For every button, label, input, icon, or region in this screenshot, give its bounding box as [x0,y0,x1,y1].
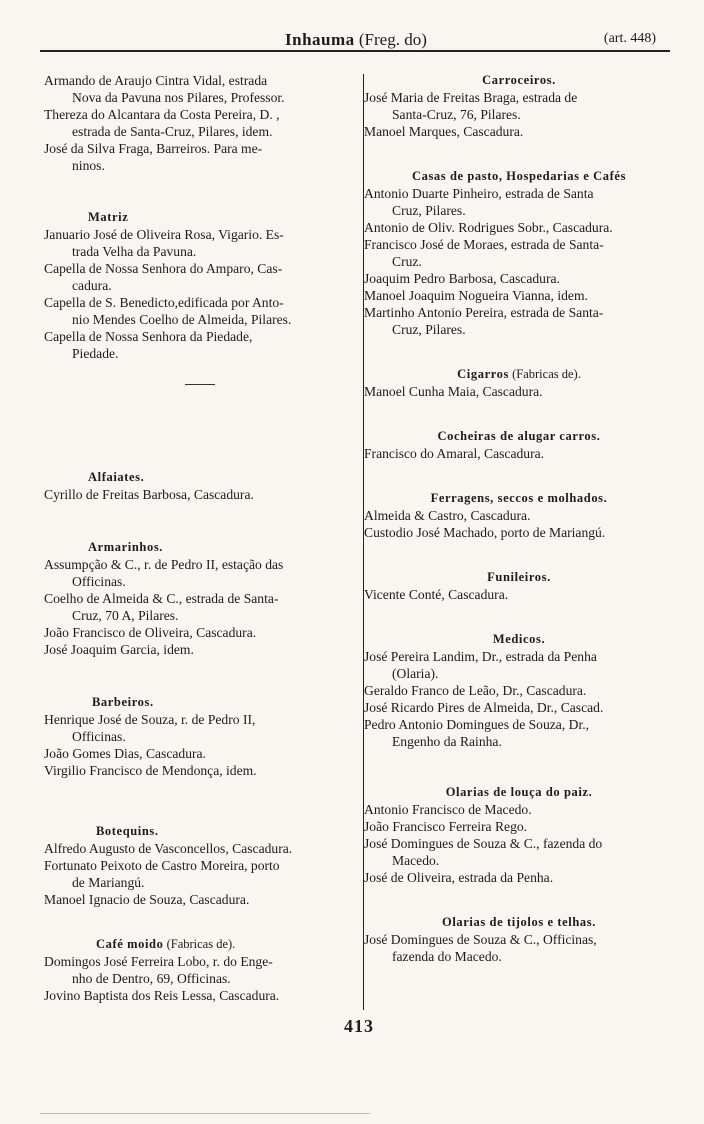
entry [44,226,356,260]
entry-cont: Cruz, Pilares. [392,322,466,337]
entry [44,260,356,294]
entry-cont: Engenho da Rainha. [392,734,502,749]
entry-cont: Nova da Pavuna nos Pilares, Professor. [72,90,285,105]
entry [44,745,356,762]
entry [44,953,356,987]
entry [364,287,674,304]
entry-first: Antonio Duarte Pinheiro, estrada de Santa [364,186,594,201]
entry-first: Jovino Baptista dos Reis Lessa, Cascadura. [44,988,280,1003]
entry-first: Antonio de Oliv. Rodrigues Sobr., Cascadura. [364,220,613,235]
section-title-botequins: Botequins. [96,824,159,838]
entry-cont: Cruz. [392,254,422,269]
entry [364,304,674,338]
section-title-cigarros-main: Cigarros [457,367,509,381]
entry [44,857,356,891]
section-title-alfaiates: Alfaiates. [88,470,145,484]
entry-first: Virgilio Francisco de Mendonça, idem. [44,763,257,778]
entry [364,445,674,462]
entry-first: Antonio Francisco de Macedo. [364,802,532,817]
section-title-casas: Casas de pasto, Hospedarias e Cafés [411,169,627,183]
entry-first: Capella de Nossa Senhora do Amparo, Cas- [44,261,283,276]
entry-first: Manoel Cunha Maia, Cascadura. [364,384,543,399]
entry [44,711,356,745]
entry-first: Capella de S. Benedicto,edificada por Anto- [44,295,284,310]
entry [44,891,356,908]
entry-first: Almeida & Castro, Cascadura. [364,508,531,523]
entry [44,72,356,106]
section-title-cafe-extra: (Fabricas de). [163,937,236,951]
section-title-cigarros [364,366,674,383]
entry [364,89,674,123]
entry-cont: Cruz, 70 A, Pilares. [72,608,179,623]
entry-first: Domingos José Ferreira Lobo, r. do Enge- [44,954,273,969]
entry-first: Cyrillo de Freitas Barbosa, Cascadura. [44,487,254,502]
page-number: 413 [344,1016,374,1036]
section-title-cigarros-extra: (Fabricas de). [508,367,581,381]
entry-first: José Pereira Landim, Dr., estrada da Penha [364,649,597,664]
entry [44,328,356,362]
entry [364,270,674,287]
entry [364,699,674,716]
entry-first: Joaquim Pedro Barbosa, Cascadura. [364,271,560,286]
section-title-armarinhos: Armarinhos. [88,540,164,554]
entry-first: Custodio José Machado, porto de Mariangú. [364,525,606,540]
section-title-carroceiros: Carroceiros. [482,73,556,87]
entry-first: José Ricardo Pires de Almeida, Dr., Cascad. [364,700,604,715]
entry-first: Manoel Joaquim Nogueira Vianna, idem. [364,288,588,303]
entry-cont: de Mariangú. [72,875,145,890]
entry-cont: Officinas. [72,729,126,744]
section-title-olarias-tijolos: Olarias de tijolos e telhas. [442,915,596,929]
entry-first: Fortunato Peixoto de Castro Moreira, porto [44,858,280,873]
section-title-ferragens: Ferragens, seccos e molhados. [430,491,608,505]
right-column [364,72,674,965]
entry [44,641,356,658]
entry-first: Henrique José de Souza, r. de Pedro II, [44,712,256,727]
section-title-funileiros: Funileiros. [487,570,551,584]
entry-cont: (Olaria). [392,666,439,681]
entry-first: Francisco José de Moraes, estrada de Santa- [364,237,604,252]
section-title-olarias-louca: Olarias de louça do paiz. [445,785,593,799]
entry-cont: Macedo. [392,853,440,868]
intro-section [44,72,356,174]
entry [364,931,674,965]
section-title-cafe [44,936,356,953]
entry [364,586,674,603]
entry-first: Capella de Nossa Senhora da Piedade, [44,329,253,344]
entry-first: Martinho Antonio Pereira, estrada de Santa- [364,305,604,320]
section-title-barbeiros: Barbeiros. [92,695,154,709]
entry [364,507,674,524]
entry [364,682,674,699]
entry [364,123,674,140]
entry-first: José de Oliveira, estrada da Penha. [364,870,554,885]
header-title-bold: Inhauma [285,30,355,49]
entry-first: José da Silva Fraga, Barreiros. Para me- [44,141,263,156]
entry-cont: fazenda do Macedo. [392,949,502,964]
header-title-rest: (Freg. do) [354,30,427,49]
entry [44,590,356,624]
entry-first: Alfredo Augusto de Vasconcellos, Cascadura. [44,841,293,856]
entry [44,987,356,1004]
entry [44,294,356,328]
entry [44,840,356,857]
bottom-rule [40,1113,370,1114]
entry-first: Pedro Antonio Domingues de Souza, Dr., [364,717,590,732]
entry [44,140,356,174]
entry-first: Assumpção & C., r. de Pedro II, estação das [44,557,284,572]
entry [44,624,356,641]
entry-cont: Piedade. [72,346,119,361]
entry-cont: trada Velha da Pavuna. [72,244,197,259]
entry-cont: Officinas. [72,574,126,589]
entry-first: Thereza do Alcantara da Costa Pereira, D. , [44,107,280,122]
entry-first: Manoel Ignacio de Souza, Cascadura. [44,892,250,907]
entry-first: Geraldo Franco de Leão, Dr., Cascadura. [364,683,587,698]
header-title [285,30,427,50]
entry-first: José Domingues de Souza & C., Officinas, [364,932,597,947]
entry-first: José Domingues de Souza & C., fazenda do [364,836,603,851]
entry [364,383,674,400]
entry [44,556,356,590]
entry [364,835,674,869]
entry-cont: Cruz, Pilares. [392,203,466,218]
entry-first: Manoel Marques, Cascadura. [364,124,524,139]
entry-cont: cadura. [72,278,112,293]
entry-first: Januario José de Oliveira Rosa, Vigario. Es- [44,227,284,242]
entry [364,185,674,219]
entry-first: João Francisco de Oliveira, Cascadura. [44,625,257,640]
entry-cont: Santa-Cruz, 76, Pilares. [392,107,521,122]
entry-cont: nio Mendes Coelho de Almeida, Pilares. [72,312,292,327]
entry-first: Coelho de Almeida & C., estrada de Santa- [44,591,279,606]
entry-cont: estrada de Santa-Cruz, Pilares, idem. [72,124,273,139]
entry-first: Francisco do Amaral, Cascadura. [364,446,545,461]
header-article: (art. 448) [603,31,656,46]
entry [44,486,356,503]
entry [364,648,674,682]
entry-cont: ninos. [72,158,105,173]
left-column [44,72,356,1004]
section-title-cafe-main: Café moido [96,937,164,951]
section-title-cocheiras: Cocheiras de alugar carros. [437,429,601,443]
entry [44,106,356,140]
entry-first: Vicente Conté, Cascadura. [364,587,509,602]
entry-first: João Francisco Ferreira Rego. [364,819,528,834]
entry [364,801,674,818]
entry [364,236,674,270]
entry-first: João Gomes Dias, Cascadura. [44,746,206,761]
entry [364,818,674,835]
entry [364,219,674,236]
entry [364,869,674,886]
entry [364,524,674,541]
section-title-medicos: Medicos. [492,632,546,646]
entry [44,762,356,779]
section-title-matriz: Matriz [88,210,129,224]
entry-first: José Joaquim Garcia, idem. [44,642,194,657]
entry-cont: nho de Dentro, 69, Officinas. [72,971,231,986]
page-header [40,28,670,52]
entry [364,716,674,750]
entry-first: Armando de Araujo Cintra Vidal, estrada [44,73,268,88]
entry-first: José Maria de Freitas Braga, estrada de [364,90,578,105]
